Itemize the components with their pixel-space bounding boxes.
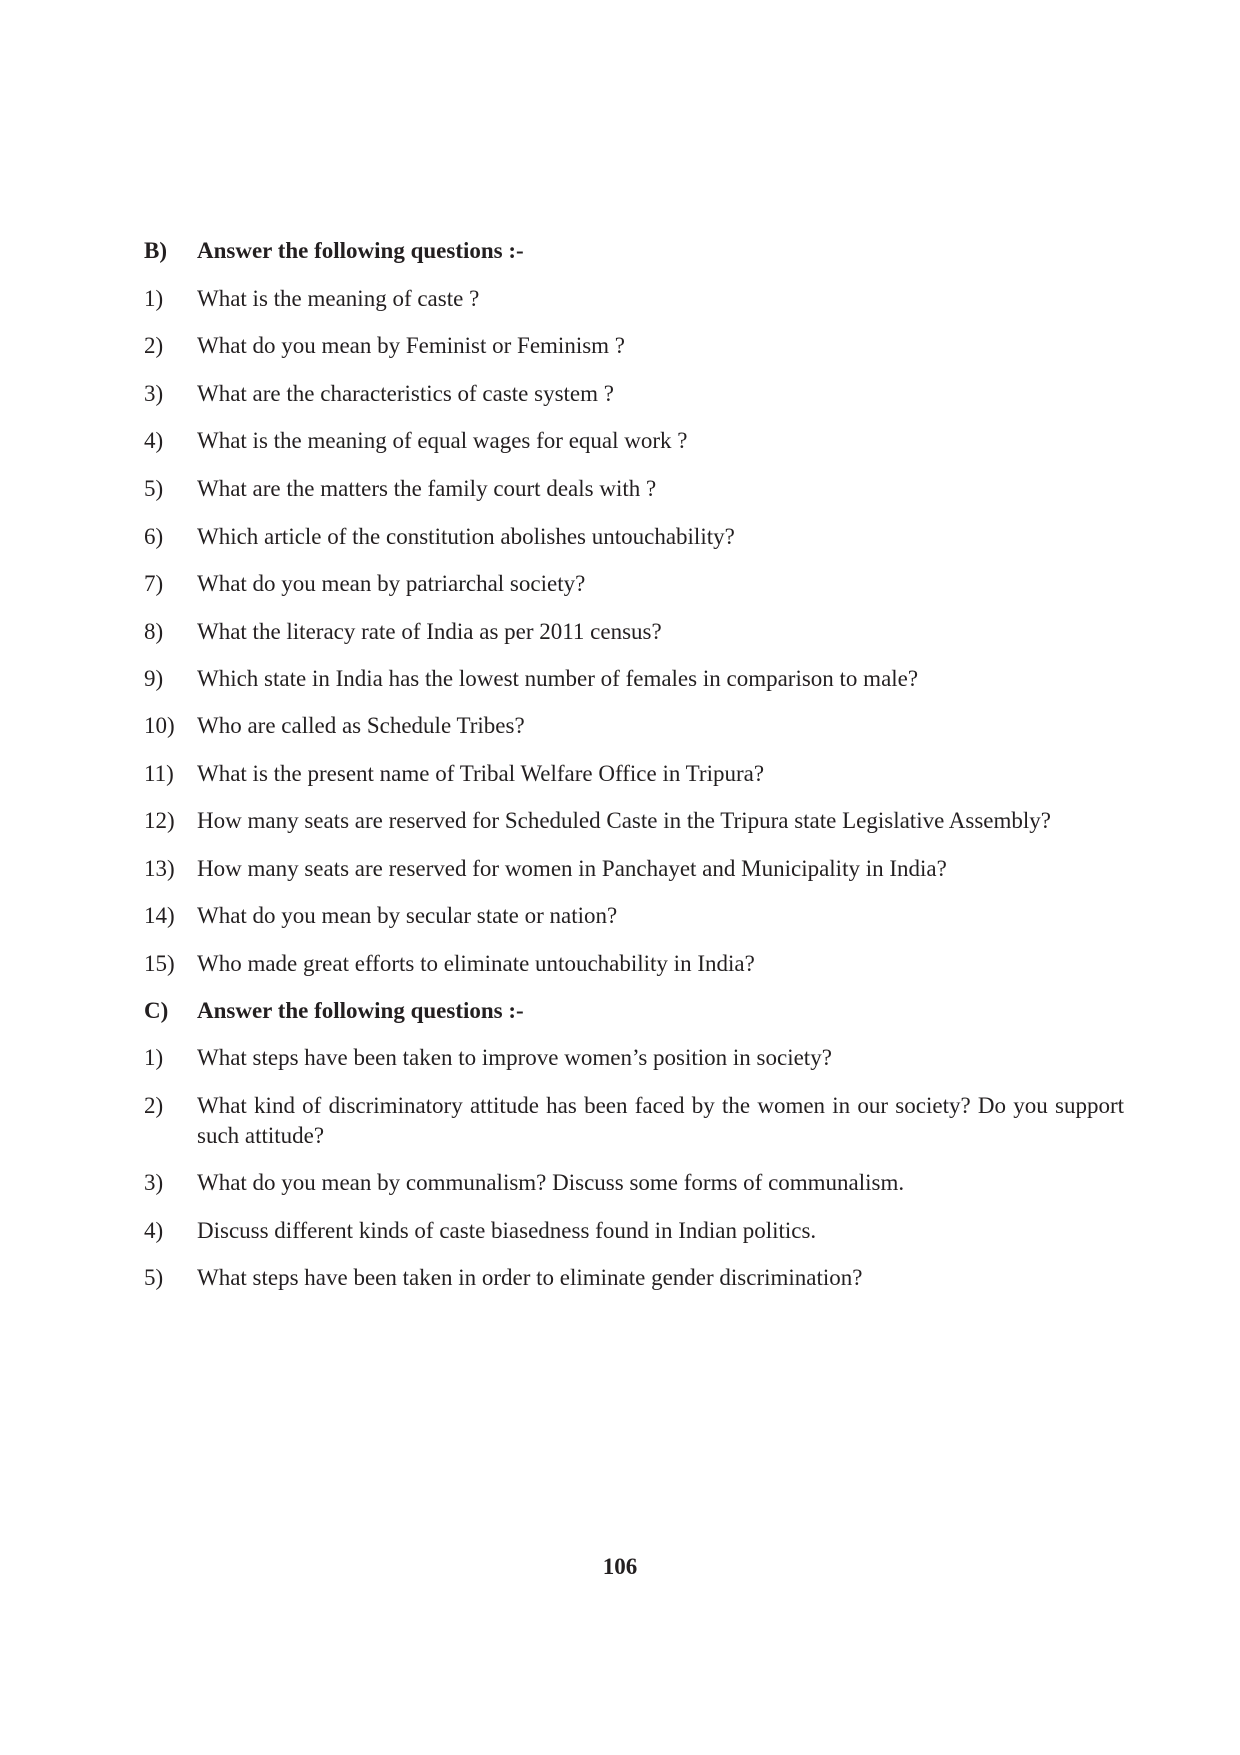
question-number: 15) [144, 951, 175, 976]
question-text: Who made great efforts to eliminate untouchability in India? [197, 951, 755, 976]
question-text: What is the present name of Tribal Welfare Office in Tripura? [197, 761, 765, 786]
question-text: What kind of discriminatory attitude has been faced by the women in our society? Do you support such attitude? [197, 1093, 1124, 1148]
question-b8 [144, 617, 1124, 647]
question-b5 [144, 474, 1124, 504]
question-number: 9) [144, 666, 164, 691]
question-text: What is the meaning of caste ? [197, 286, 480, 311]
question-b13 [144, 854, 1124, 884]
question-number: 4) [144, 1218, 164, 1243]
question-number: 8) [144, 619, 164, 644]
question-b12 [144, 806, 1124, 836]
question-number: 5) [144, 1265, 164, 1290]
question-number: 12) [144, 808, 175, 833]
question-b14 [144, 901, 1124, 931]
question-text: Discuss different kinds of caste biasedness found in Indian politics. [197, 1218, 817, 1243]
question-c4 [144, 1216, 1124, 1246]
question-b3 [144, 379, 1124, 409]
question-number: 3) [144, 381, 164, 406]
question-c3 [144, 1168, 1124, 1198]
question-text: What steps have been taken in order to eliminate gender discrimination? [197, 1265, 863, 1290]
section-b-title: Answer the following questions :- [197, 238, 524, 263]
question-text: What do you mean by patriarchal society? [197, 571, 586, 596]
question-b11 [144, 759, 1124, 789]
question-b6 [144, 522, 1124, 552]
question-b15 [144, 949, 1124, 979]
question-text: What are the characteristics of caste system ? [197, 381, 614, 406]
question-number: 5) [144, 476, 164, 501]
question-text: What do you mean by communalism? Discuss some forms of communalism. [197, 1170, 905, 1195]
question-c2 [144, 1091, 1124, 1151]
question-text: What are the matters the family court deals with ? [197, 476, 657, 501]
question-b4 [144, 426, 1124, 456]
question-text: Which state in India has the lowest number of females in comparison to male? [197, 666, 919, 691]
question-number: 6) [144, 524, 164, 549]
page-number: 106 [602, 1554, 638, 1579]
question-text: Which article of the constitution abolishes untouchability? [197, 524, 735, 549]
question-text: What do you mean by Feminist or Feminism ? [197, 333, 626, 358]
question-number: 14) [144, 903, 175, 928]
question-number: 13) [144, 856, 175, 881]
section-c-label: C) [144, 998, 169, 1023]
question-text: Who are called as Schedule Tribes? [197, 713, 525, 738]
question-b2 [144, 331, 1124, 361]
question-number: 2) [144, 1093, 164, 1118]
section-c-heading [144, 996, 1124, 1026]
section-c-title: Answer the following questions :- [197, 998, 524, 1023]
question-text: What do you mean by secular state or nation? [197, 903, 618, 928]
question-number: 1) [144, 286, 164, 311]
question-number: 10) [144, 713, 175, 738]
question-number: 11) [144, 761, 174, 786]
question-text: What is the meaning of equal wages for equal work ? [197, 428, 688, 453]
question-b7 [144, 569, 1124, 599]
question-number: 7) [144, 571, 164, 596]
question-number: 1) [144, 1045, 164, 1070]
question-c5 [144, 1263, 1124, 1293]
question-number: 4) [144, 428, 164, 453]
question-text: How many seats are reserved for Scheduled Caste in the Tripura state Legislative Assembly? [197, 808, 1051, 833]
section-b-heading [144, 236, 1124, 266]
question-text: How many seats are reserved for women in Panchayet and Municipality in India? [197, 856, 947, 881]
question-c1 [144, 1043, 1124, 1073]
question-text: What the literacy rate of India as per 2011 census? [197, 619, 662, 644]
question-text: What steps have been taken to improve women’s position in society? [197, 1045, 832, 1070]
question-number: 2) [144, 333, 164, 358]
section-b-label: B) [144, 238, 167, 263]
question-b10 [144, 711, 1124, 741]
question-b1 [144, 284, 1124, 314]
question-b9 [144, 664, 1124, 694]
question-number: 3) [144, 1170, 164, 1195]
